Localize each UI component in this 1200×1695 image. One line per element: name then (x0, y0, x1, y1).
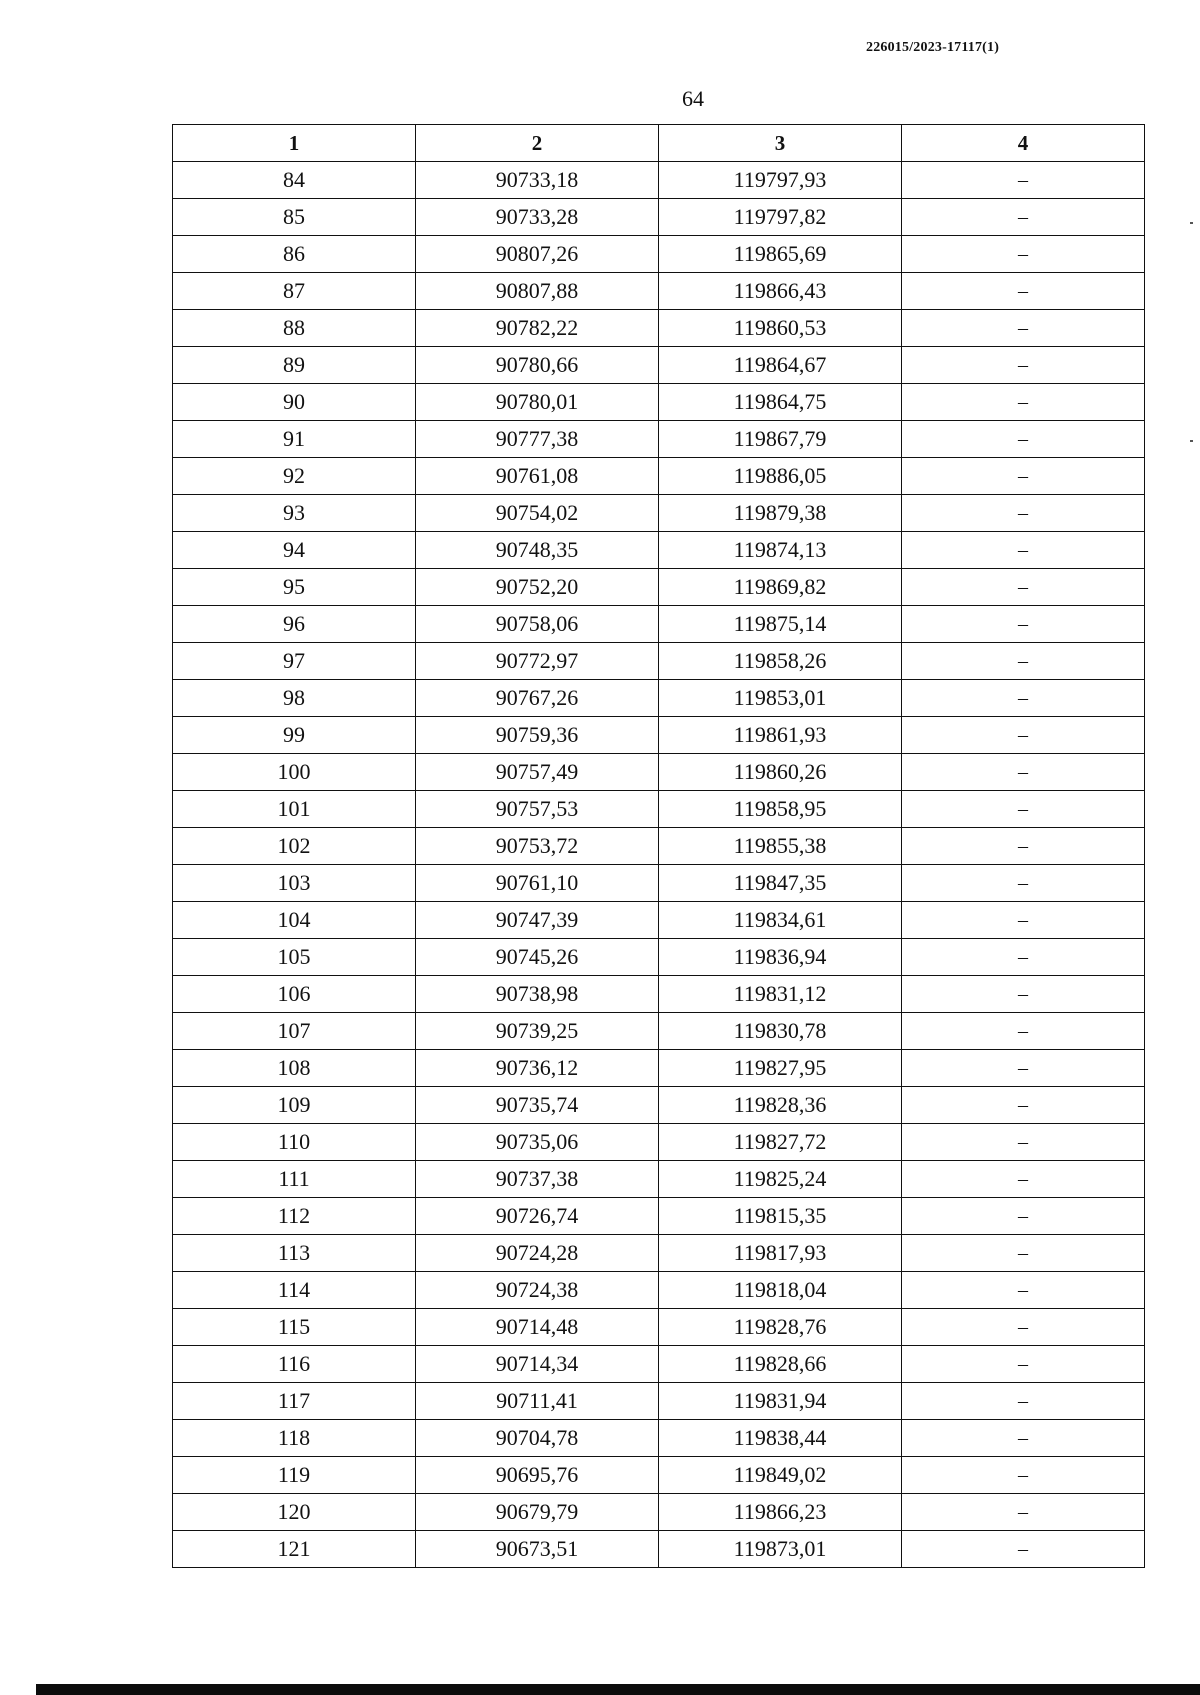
table-row (173, 310, 1145, 347)
column-4-cell: – (902, 939, 1145, 976)
column-4-cell: – (902, 162, 1145, 199)
y-coordinate-cell: 119831,12 (659, 976, 902, 1013)
y-coordinate-cell: 119797,93 (659, 162, 902, 199)
y-coordinate-cell: 119828,36 (659, 1087, 902, 1124)
y-coordinate-cell: 119827,95 (659, 1050, 902, 1087)
point-number-cell: 108 (173, 1050, 416, 1087)
y-coordinate-cell: 119879,38 (659, 495, 902, 532)
column-4-cell: – (902, 1272, 1145, 1309)
page-number: 64 (682, 86, 704, 111)
y-coordinate-cell: 119853,01 (659, 680, 902, 717)
column-4-cell: – (902, 569, 1145, 606)
column-4-cell: – (902, 1383, 1145, 1420)
column-4-cell: – (902, 902, 1145, 939)
point-number-cell: 86 (173, 236, 416, 273)
table-row (173, 828, 1145, 865)
x-coordinate-cell: 90724,28 (416, 1235, 659, 1272)
point-number-cell: 103 (173, 865, 416, 902)
point-number-cell: 112 (173, 1198, 416, 1235)
point-number-cell: 106 (173, 976, 416, 1013)
point-number-cell: 121 (173, 1531, 416, 1568)
y-coordinate-cell: 119834,61 (659, 902, 902, 939)
table-row (173, 1531, 1145, 1568)
point-number-cell: 117 (173, 1383, 416, 1420)
y-coordinate-cell: 119858,26 (659, 643, 902, 680)
table-row (173, 1346, 1145, 1383)
x-coordinate-cell: 90733,18 (416, 162, 659, 199)
point-number-cell: 116 (173, 1346, 416, 1383)
x-coordinate-cell: 90738,98 (416, 976, 659, 1013)
table-row (173, 1457, 1145, 1494)
table-row (173, 1420, 1145, 1457)
point-number-cell: 115 (173, 1309, 416, 1346)
y-coordinate-cell: 119828,76 (659, 1309, 902, 1346)
y-coordinate-cell: 119855,38 (659, 828, 902, 865)
x-coordinate-cell: 90748,35 (416, 532, 659, 569)
point-number-cell: 101 (173, 791, 416, 828)
x-coordinate-cell: 90735,74 (416, 1087, 659, 1124)
point-number-cell: 102 (173, 828, 416, 865)
y-coordinate-cell: 119827,72 (659, 1124, 902, 1161)
table-row (173, 717, 1145, 754)
point-number-cell: 95 (173, 569, 416, 606)
x-coordinate-cell: 90780,66 (416, 347, 659, 384)
column-4-cell: – (902, 643, 1145, 680)
table-row (173, 1383, 1145, 1420)
table-row (173, 1198, 1145, 1235)
column-4-cell: – (902, 1457, 1145, 1494)
column-4-cell: – (902, 347, 1145, 384)
table-row (173, 1309, 1145, 1346)
y-coordinate-cell: 119836,94 (659, 939, 902, 976)
x-coordinate-cell: 90714,34 (416, 1346, 659, 1383)
table-row (173, 865, 1145, 902)
y-coordinate-cell: 119864,75 (659, 384, 902, 421)
column-4-cell: – (902, 1309, 1145, 1346)
column-4-cell: – (902, 791, 1145, 828)
table-row (173, 569, 1145, 606)
column-4-cell: – (902, 458, 1145, 495)
column-header-2: 2 (416, 125, 659, 162)
point-number-cell: 85 (173, 199, 416, 236)
column-4-cell: – (902, 1050, 1145, 1087)
table-row (173, 384, 1145, 421)
x-coordinate-cell: 90767,26 (416, 680, 659, 717)
column-4-cell: – (902, 1531, 1145, 1568)
x-coordinate-cell: 90761,08 (416, 458, 659, 495)
point-number-cell: 104 (173, 902, 416, 939)
y-coordinate-cell: 119865,69 (659, 236, 902, 273)
x-coordinate-cell: 90782,22 (416, 310, 659, 347)
point-number-cell: 93 (173, 495, 416, 532)
y-coordinate-cell: 119869,82 (659, 569, 902, 606)
y-coordinate-cell: 119860,53 (659, 310, 902, 347)
point-number-cell: 109 (173, 1087, 416, 1124)
table-row (173, 458, 1145, 495)
x-coordinate-cell: 90739,25 (416, 1013, 659, 1050)
y-coordinate-cell: 119817,93 (659, 1235, 902, 1272)
point-number-cell: 119 (173, 1457, 416, 1494)
column-4-cell: – (902, 1235, 1145, 1272)
scan-edge-bar (36, 1684, 1200, 1695)
x-coordinate-cell: 90757,53 (416, 791, 659, 828)
x-coordinate-cell: 90761,10 (416, 865, 659, 902)
x-coordinate-cell: 90711,41 (416, 1383, 659, 1420)
x-coordinate-cell: 90724,38 (416, 1272, 659, 1309)
table-row (173, 1235, 1145, 1272)
x-coordinate-cell: 90735,06 (416, 1124, 659, 1161)
table-row (173, 421, 1145, 458)
table-body (173, 162, 1145, 1568)
x-coordinate-cell: 90758,06 (416, 606, 659, 643)
y-coordinate-cell: 119866,43 (659, 273, 902, 310)
point-number-cell: 114 (173, 1272, 416, 1309)
point-number-cell: 92 (173, 458, 416, 495)
y-coordinate-cell: 119874,13 (659, 532, 902, 569)
point-number-cell: 90 (173, 384, 416, 421)
table-row (173, 532, 1145, 569)
column-4-cell: – (902, 754, 1145, 791)
x-coordinate-cell: 90714,48 (416, 1309, 659, 1346)
column-4-cell: – (902, 199, 1145, 236)
table-row (173, 939, 1145, 976)
point-number-cell: 118 (173, 1420, 416, 1457)
table-row (173, 495, 1145, 532)
y-coordinate-cell: 119858,95 (659, 791, 902, 828)
y-coordinate-cell: 119867,79 (659, 421, 902, 458)
table-row (173, 1050, 1145, 1087)
x-coordinate-cell: 90807,26 (416, 236, 659, 273)
point-number-cell: 99 (173, 717, 416, 754)
scan-speck (1190, 222, 1193, 224)
column-header-3: 3 (659, 125, 902, 162)
column-4-cell: – (902, 1420, 1145, 1457)
table-row (173, 1087, 1145, 1124)
table-row (173, 791, 1145, 828)
scan-speck (1190, 440, 1193, 442)
column-4-cell: – (902, 680, 1145, 717)
table-row (173, 1272, 1145, 1309)
column-4-cell: – (902, 1087, 1145, 1124)
y-coordinate-cell: 119849,02 (659, 1457, 902, 1494)
column-4-cell: – (902, 1198, 1145, 1235)
y-coordinate-cell: 119886,05 (659, 458, 902, 495)
x-coordinate-cell: 90759,36 (416, 717, 659, 754)
y-coordinate-cell: 119815,35 (659, 1198, 902, 1235)
point-number-cell: 113 (173, 1235, 416, 1272)
table-row (173, 976, 1145, 1013)
x-coordinate-cell: 90745,26 (416, 939, 659, 976)
table-row (173, 1161, 1145, 1198)
point-number-cell: 84 (173, 162, 416, 199)
column-4-cell: – (902, 421, 1145, 458)
column-header-1: 1 (173, 125, 416, 162)
column-4-cell: – (902, 310, 1145, 347)
table-row (173, 1494, 1145, 1531)
table-row (173, 902, 1145, 939)
point-number-cell: 97 (173, 643, 416, 680)
column-4-cell: – (902, 495, 1145, 532)
y-coordinate-cell: 119831,94 (659, 1383, 902, 1420)
y-coordinate-cell: 119860,26 (659, 754, 902, 791)
point-number-cell: 87 (173, 273, 416, 310)
x-coordinate-cell: 90695,76 (416, 1457, 659, 1494)
table-row (173, 1124, 1145, 1161)
column-4-cell: – (902, 1346, 1145, 1383)
table-row (173, 347, 1145, 384)
y-coordinate-cell: 119818,04 (659, 1272, 902, 1309)
x-coordinate-cell: 90737,38 (416, 1161, 659, 1198)
x-coordinate-cell: 90807,88 (416, 273, 659, 310)
y-coordinate-cell: 119866,23 (659, 1494, 902, 1531)
y-coordinate-cell: 119847,35 (659, 865, 902, 902)
column-4-cell: – (902, 236, 1145, 273)
point-number-cell: 120 (173, 1494, 416, 1531)
y-coordinate-cell: 119830,78 (659, 1013, 902, 1050)
x-coordinate-cell: 90736,12 (416, 1050, 659, 1087)
y-coordinate-cell: 119797,82 (659, 199, 902, 236)
table-row (173, 754, 1145, 791)
column-4-cell: – (902, 1013, 1145, 1050)
y-coordinate-cell: 119875,14 (659, 606, 902, 643)
x-coordinate-cell: 90772,97 (416, 643, 659, 680)
coordinates-table (172, 124, 1145, 1568)
point-number-cell: 96 (173, 606, 416, 643)
column-4-cell: – (902, 384, 1145, 421)
x-coordinate-cell: 90777,38 (416, 421, 659, 458)
x-coordinate-cell: 90747,39 (416, 902, 659, 939)
x-coordinate-cell: 90780,01 (416, 384, 659, 421)
table-row (173, 643, 1145, 680)
y-coordinate-cell: 119828,66 (659, 1346, 902, 1383)
column-4-cell: – (902, 1161, 1145, 1198)
y-coordinate-cell: 119864,67 (659, 347, 902, 384)
x-coordinate-cell: 90757,49 (416, 754, 659, 791)
y-coordinate-cell: 119825,24 (659, 1161, 902, 1198)
column-4-cell: – (902, 828, 1145, 865)
table-row (173, 680, 1145, 717)
point-number-cell: 110 (173, 1124, 416, 1161)
table-row (173, 606, 1145, 643)
x-coordinate-cell: 90673,51 (416, 1531, 659, 1568)
point-number-cell: 105 (173, 939, 416, 976)
column-4-cell: – (902, 717, 1145, 754)
point-number-cell: 107 (173, 1013, 416, 1050)
column-4-cell: – (902, 273, 1145, 310)
point-number-cell: 94 (173, 532, 416, 569)
column-4-cell: – (902, 865, 1145, 902)
x-coordinate-cell: 90754,02 (416, 495, 659, 532)
table-row (173, 199, 1145, 236)
x-coordinate-cell: 90726,74 (416, 1198, 659, 1235)
column-4-cell: – (902, 1124, 1145, 1161)
x-coordinate-cell: 90752,20 (416, 569, 659, 606)
x-coordinate-cell: 90753,72 (416, 828, 659, 865)
y-coordinate-cell: 119873,01 (659, 1531, 902, 1568)
y-coordinate-cell: 119838,44 (659, 1420, 902, 1457)
y-coordinate-cell: 119861,93 (659, 717, 902, 754)
x-coordinate-cell: 90733,28 (416, 199, 659, 236)
column-4-cell: – (902, 976, 1145, 1013)
table-header-row (173, 125, 1145, 162)
table-row (173, 273, 1145, 310)
column-4-cell: – (902, 532, 1145, 569)
point-number-cell: 98 (173, 680, 416, 717)
x-coordinate-cell: 90679,79 (416, 1494, 659, 1531)
column-header-4: 4 (902, 125, 1145, 162)
table-row (173, 1013, 1145, 1050)
point-number-cell: 88 (173, 310, 416, 347)
point-number-cell: 111 (173, 1161, 416, 1198)
table-row (173, 236, 1145, 273)
point-number-cell: 89 (173, 347, 416, 384)
point-number-cell: 91 (173, 421, 416, 458)
x-coordinate-cell: 90704,78 (416, 1420, 659, 1457)
point-number-cell: 100 (173, 754, 416, 791)
document-number: 226015/2023-17117(1) (866, 40, 1000, 55)
column-4-cell: – (902, 606, 1145, 643)
table-row (173, 162, 1145, 199)
column-4-cell: – (902, 1494, 1145, 1531)
